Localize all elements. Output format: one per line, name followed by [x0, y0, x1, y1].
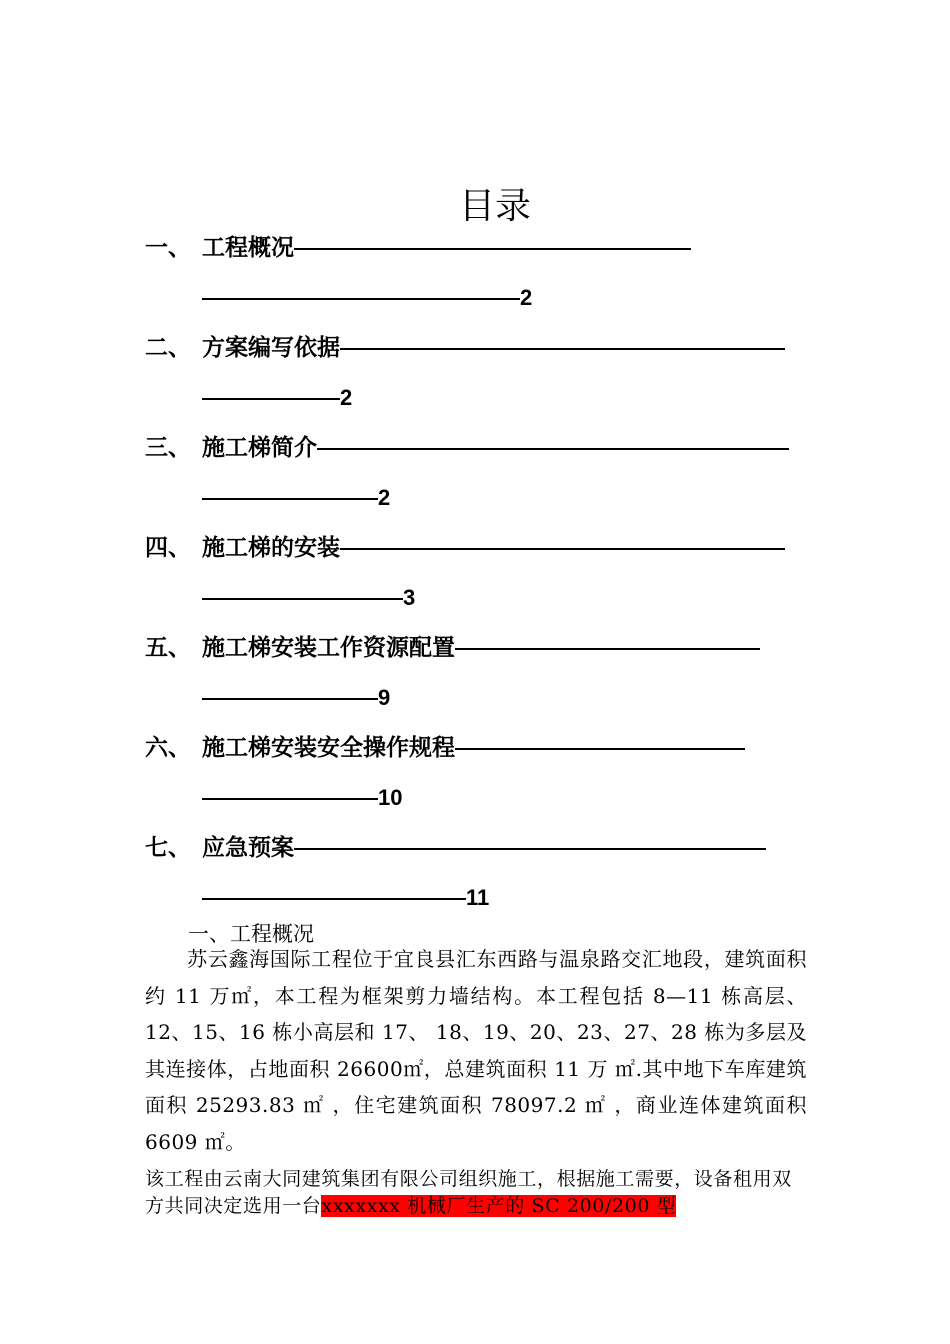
toc-page-number: 11	[466, 885, 490, 910]
toc-page-number: 2	[340, 385, 353, 410]
toc-entry-1[interactable]	[145, 228, 691, 268]
toc-page-number: 9	[378, 685, 391, 710]
toc-leader	[202, 398, 340, 400]
toc-leader	[202, 798, 378, 800]
toc-leader	[340, 348, 785, 350]
toc-entry-1-cont[interactable]	[202, 278, 532, 318]
toc-number: 五、	[145, 635, 191, 661]
section-heading: 一、工程概况	[188, 922, 314, 946]
paragraph-text: 该工程由云南大同建筑集团有限公司组织施工，根据施工需要，设备租用双方共同决定选用一台	[145, 1168, 792, 1217]
toc-number: 二、	[145, 335, 191, 361]
toc-number: 四、	[145, 535, 191, 561]
toc-entry-7-cont[interactable]	[202, 878, 489, 918]
toc-entry-6-cont[interactable]	[202, 778, 402, 818]
toc-leader	[202, 698, 378, 700]
toc-label: 施工梯简介	[202, 435, 317, 461]
toc-leader	[202, 598, 403, 600]
toc-entry-7[interactable]	[145, 828, 766, 868]
toc-label: 施工梯的安装	[202, 535, 340, 561]
toc-number: 一、	[145, 235, 191, 261]
toc-page-number: 2	[520, 285, 533, 310]
toc-entry-2[interactable]	[145, 328, 785, 368]
toc-leader	[294, 848, 766, 850]
toc-leader	[455, 748, 745, 750]
toc-leader	[202, 898, 466, 900]
toc-entry-5[interactable]	[145, 628, 760, 668]
toc-number: 六、	[145, 735, 191, 761]
toc-entry-5-cont[interactable]	[202, 678, 390, 718]
toc-label: 应急预案	[202, 835, 294, 861]
toc-leader	[317, 448, 789, 450]
paragraph-text: 工程位于宜良县汇东西路与温泉路交汇地段，建筑面积约 11 万㎡，本工程为框架剪力墙结构。本工程包括 8—11 栋高层、12、15、16 栋小高层和 17、 18、19、20、23、27、28 栋为多层及其连接体，占地面积 26600㎡，总建筑面积 11 万 ㎡.其中地下车库建筑面积 25293.83 ㎡ ，住宅建筑面积 78097.2 ㎡ ，商业连体建筑面积 6609 ㎡。	[145, 947, 808, 1154]
toc-leader	[202, 498, 378, 500]
toc-number: 三、	[145, 435, 191, 461]
toc-entry-3-cont[interactable]	[202, 478, 390, 518]
toc-label: 工程概况	[202, 235, 294, 261]
body-paragraph-2	[145, 1166, 810, 1220]
toc-label: 方案编写依据	[202, 335, 340, 361]
project-name: 苏云鑫海国际	[187, 947, 312, 971]
toc-entry-6[interactable]	[145, 728, 745, 768]
toc-entry-2-cont[interactable]	[202, 378, 352, 418]
toc-number: 七、	[145, 835, 191, 861]
toc-page-number: 10	[378, 785, 403, 810]
page-title: 目录	[458, 186, 531, 227]
toc-leader	[202, 298, 520, 300]
toc-leader	[455, 648, 760, 650]
toc-page-number: 3	[403, 585, 416, 610]
toc-label: 施工梯安装安全操作规程	[202, 735, 455, 761]
toc-leader	[340, 548, 785, 550]
toc-label: 施工梯安装工作资源配置	[202, 635, 455, 661]
toc-entry-4[interactable]	[145, 528, 785, 568]
toc-entry-3[interactable]	[145, 428, 789, 468]
toc-leader	[294, 248, 691, 250]
body-paragraph	[145, 941, 807, 1161]
highlighted-text: xxxxxxx 机械厂生产的 SC 200/200 型	[321, 1195, 677, 1217]
toc-page-number: 2	[378, 485, 391, 510]
toc-entry-4-cont[interactable]	[202, 578, 415, 618]
